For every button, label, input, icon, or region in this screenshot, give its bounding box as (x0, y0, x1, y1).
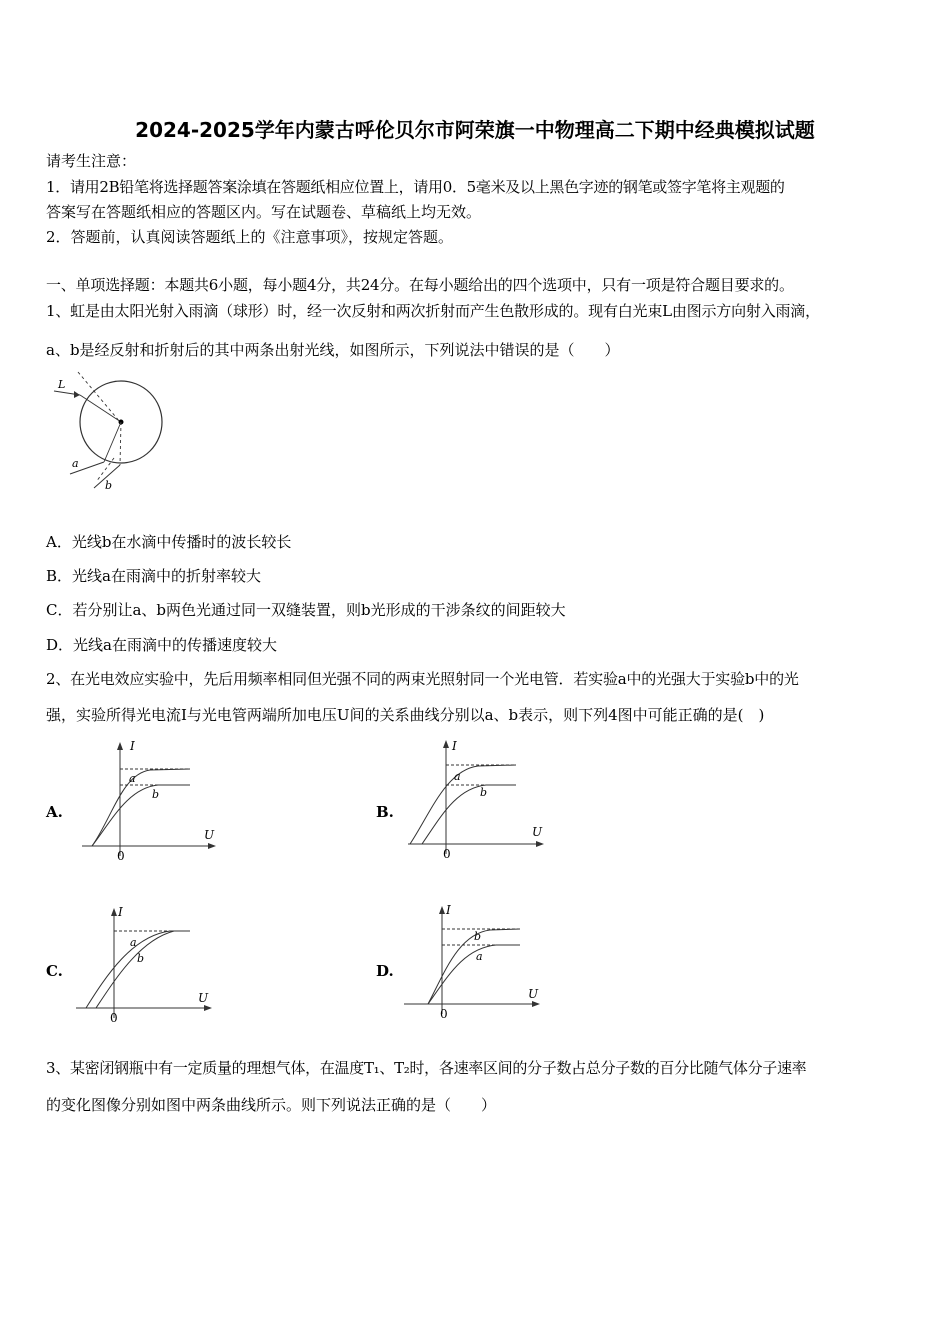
q2-stem-line-2: 强，实验所得光电流I与光电管两端所加电压U间的关系曲线分别以a、b表示，则下列4图中可能正确的是( ) (46, 706, 765, 724)
graph-d (400, 900, 550, 1028)
graph-b-upper-curve-label: a (454, 770, 461, 783)
graph-a-x-axis-label: U (204, 828, 215, 842)
graph-d-upper-curve-label: b (474, 930, 482, 943)
graph-a-y-axis-label: I (130, 739, 135, 753)
raindrop-figure (44, 370, 174, 495)
graph-c-origin-label: 0 (110, 1011, 118, 1025)
graph-a (78, 738, 223, 866)
page-title: 2024-2025学年内蒙古呼伦贝尔市阿荣旗一中物理高二下期中经典模拟试题 (135, 118, 815, 142)
q3-stem-line-2: 的变化图像分别如图中两条曲线所示。则下列说法正确的是（ ） (46, 1096, 497, 1114)
graph-d-origin-label: 0 (440, 1007, 448, 1021)
graph-c-lower-curve-label: b (137, 952, 145, 965)
ray-a-label: a (72, 457, 79, 470)
graph-d-x-axis-label: U (528, 987, 539, 1001)
notice-line-2: 答案写在答题纸相应的答题区内。写在试题卷、草稿纸上均无效。 (46, 203, 482, 221)
section-heading: 一、单项选择题：本题共6小题，每小题4分，共24分。在每小题给出的四个选项中，只有一项是符合题目要求的。 (46, 276, 794, 294)
q3-stem-line-1: 3、某密闭钢瓶中有一定质量的理想气体，在温度T₁、T₂时，各速率区间的分子数占总分子数的百分比随气体分子速率 (46, 1059, 807, 1077)
graph-b-y-axis-label: I (452, 739, 457, 753)
notice-line-3: 2．答题前，认真阅读答题纸上的《注意事项》，按规定答题。 (46, 228, 454, 246)
graph-c (72, 900, 222, 1028)
graph-d-lower-curve-label: a (476, 950, 483, 963)
graph-b-x-axis-label: U (532, 825, 543, 839)
q1-option-a: A．光线b在水滴中传播时的波长较长 (46, 533, 292, 551)
graph-c-x-axis-label: U (198, 991, 209, 1005)
notice-heading: 请考生注意： (46, 152, 137, 170)
ray-b-label: b (105, 479, 113, 492)
q1-stem-line-1: 1、虹是由太阳光射入雨滴（球形）时，经一次反射和两次折射而产生色散形成的。现有白光束L由图示方向射入雨滴， (46, 302, 820, 320)
graph-b-origin-label: 0 (443, 847, 451, 861)
notice-line-1: 1．请用2B铅笔将选择题答案涂填在答题纸相应位置上，请用0．5毫米及以上黑色字迹的钢笔或签字笔将主观题的 (46, 178, 785, 196)
graph-a-upper-curve-label: a (129, 772, 136, 785)
graph-d-option-label: D. (376, 962, 394, 980)
q2-stem-line-1: 2、在光电效应实验中，先后用频率相同但光强不同的两束光照射同一个光电管．若实验a中的光强大于实验b中的光 (46, 670, 799, 688)
q1-option-c: C．若分别让a、b两色光通过同一双缝装置，则b光形成的干涉条纹的间距较大 (46, 601, 566, 619)
graph-a-lower-curve-label: b (152, 788, 160, 801)
graph-d-y-axis-label: I (446, 903, 451, 917)
beam-L-label: L (58, 378, 66, 391)
graph-a-option-label: A. (46, 803, 63, 821)
graph-b-option-label: B. (376, 803, 394, 821)
graph-a-origin-label: 0 (117, 849, 125, 863)
graph-c-option-label: C. (46, 962, 63, 980)
q1-option-d: D．光线a在雨滴中的传播速度较大 (46, 636, 277, 654)
graph-b (404, 736, 554, 864)
q1-stem-line-2: a、b是经反射和折射后的其中两条出射光线，如图所示，下列说法中错误的是（ ） (46, 341, 620, 359)
graph-b-lower-curve-label: b (480, 786, 488, 799)
graph-c-upper-curve-label: a (130, 936, 137, 949)
q1-option-b: B．光线a在雨滴中的折射率较大 (46, 567, 261, 585)
graph-c-y-axis-label: I (118, 905, 123, 919)
